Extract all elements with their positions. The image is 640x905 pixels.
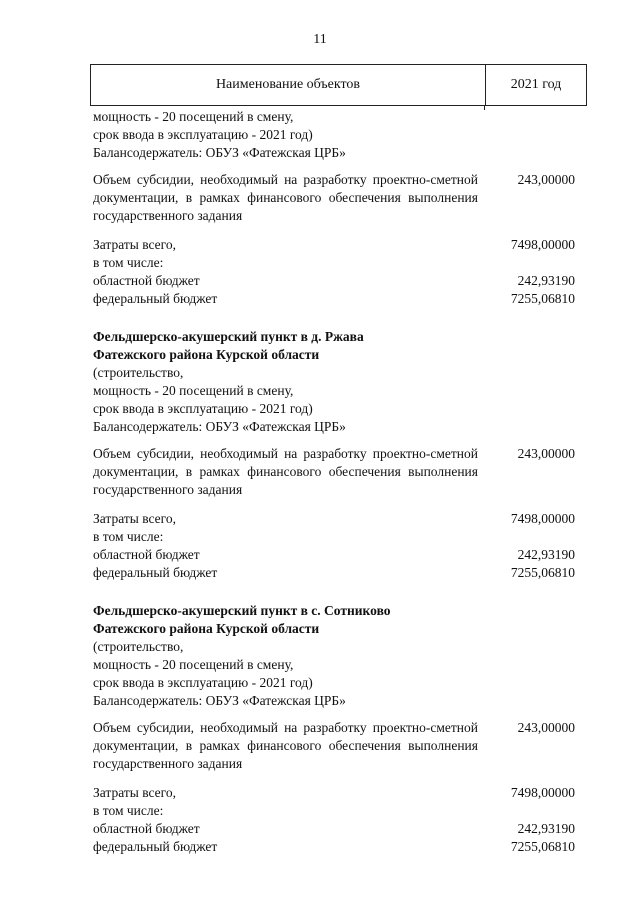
cost-incl-label: в том числе:	[93, 255, 164, 270]
page-number: 11	[313, 32, 327, 47]
subsidy-value: 243,00000	[517, 446, 575, 461]
subsidy-row	[93, 445, 575, 499]
document-body	[93, 108, 575, 856]
subsidy-row	[93, 719, 575, 773]
object-title: Фатежского района Курской области	[93, 621, 320, 636]
cost-total-label: Затраты всего,	[93, 785, 176, 800]
detail-line: мощность - 20 посещений в смену,	[93, 109, 294, 124]
detail-line: срок ввода в эксплуатацию - 2021 год)	[93, 675, 313, 690]
cost-federal-value: 7255,06810	[510, 291, 575, 306]
cost-federal-label: федеральный бюджет	[93, 291, 218, 306]
cost-regional-value: 242,93190	[517, 273, 575, 288]
cost-regional-row	[93, 546, 575, 564]
object-section	[93, 328, 575, 582]
detail-line: срок ввода в эксплуатацию - 2021 год)	[93, 127, 313, 142]
cost-federal-row	[93, 290, 575, 308]
cost-total-label: Затраты всего,	[93, 237, 176, 252]
cost-incl-label: в том числе:	[93, 529, 164, 544]
cost-total-value: 7498,00000	[510, 237, 575, 252]
cost-federal-value: 7255,06810	[510, 839, 575, 854]
detail-line: Балансодержатель: ОБУЗ «Фатежская ЦРБ»	[93, 693, 346, 708]
column-header-objects: Наименование объектов	[215, 77, 361, 92]
cost-regional-value: 242,93190	[517, 547, 575, 562]
subsidy-value: 243,00000	[517, 720, 575, 735]
cost-total-row	[93, 236, 575, 254]
cost-federal-label: федеральный бюджет	[93, 839, 218, 854]
subsidy-text: Объем субсидии, необходимый на разработку проектно-сметной документации, в рамках финансового обеспечения выполнения государственного задания	[93, 446, 478, 497]
detail-line: Балансодержатель: ОБУЗ «Фатежская ЦРБ»	[93, 419, 346, 434]
cost-regional-label: областной бюджет	[93, 547, 200, 562]
cost-regional-label: областной бюджет	[93, 821, 200, 836]
column-header-year: 2021 год	[510, 77, 562, 92]
object-section	[93, 602, 575, 856]
object-title: Фельдшерско-акушерский пункт в д. Ржава	[93, 329, 364, 344]
object-title: Фельдшерско-акушерский пункт в с. Сотниково	[93, 603, 391, 618]
cost-federal-value: 7255,06810	[510, 565, 575, 580]
cost-total-label: Затраты всего,	[93, 511, 176, 526]
subsidy-row	[93, 171, 575, 225]
subsidy-value: 243,00000	[517, 172, 575, 187]
subsidy-text: Объем субсидии, необходимый на разработку проектно-сметной документации, в рамках финансового обеспечения выполнения государственного задания	[93, 172, 478, 223]
cost-total-value: 7498,00000	[510, 785, 575, 800]
continuation-block	[93, 108, 575, 308]
cost-total-value: 7498,00000	[510, 511, 575, 526]
cost-total-row	[93, 784, 575, 802]
subsidy-text: Объем субсидии, необходимый на разработку проектно-сметной документации, в рамках финансового обеспечения выполнения государственного задания	[93, 720, 478, 771]
cost-total-row	[93, 510, 575, 528]
detail-line: мощность - 20 посещений в смену,	[93, 657, 294, 672]
detail-line: Балансодержатель: ОБУЗ «Фатежская ЦРБ»	[93, 145, 346, 160]
detail-line: срок ввода в эксплуатацию - 2021 год)	[93, 401, 313, 416]
object-title: Фатежского района Курской области	[93, 347, 320, 362]
cost-regional-value: 242,93190	[517, 821, 575, 836]
cost-federal-row	[93, 838, 575, 856]
detail-line: мощность - 20 посещений в смену,	[93, 383, 294, 398]
cost-regional-label: областной бюджет	[93, 273, 200, 288]
cost-federal-label: федеральный бюджет	[93, 565, 218, 580]
cost-federal-row	[93, 564, 575, 582]
detail-line: (строительство,	[93, 365, 184, 380]
table-header	[90, 64, 587, 106]
cost-regional-row	[93, 820, 575, 838]
cost-incl-label: в том числе:	[93, 803, 164, 818]
detail-line: (строительство,	[93, 639, 184, 654]
cost-regional-row	[93, 272, 575, 290]
